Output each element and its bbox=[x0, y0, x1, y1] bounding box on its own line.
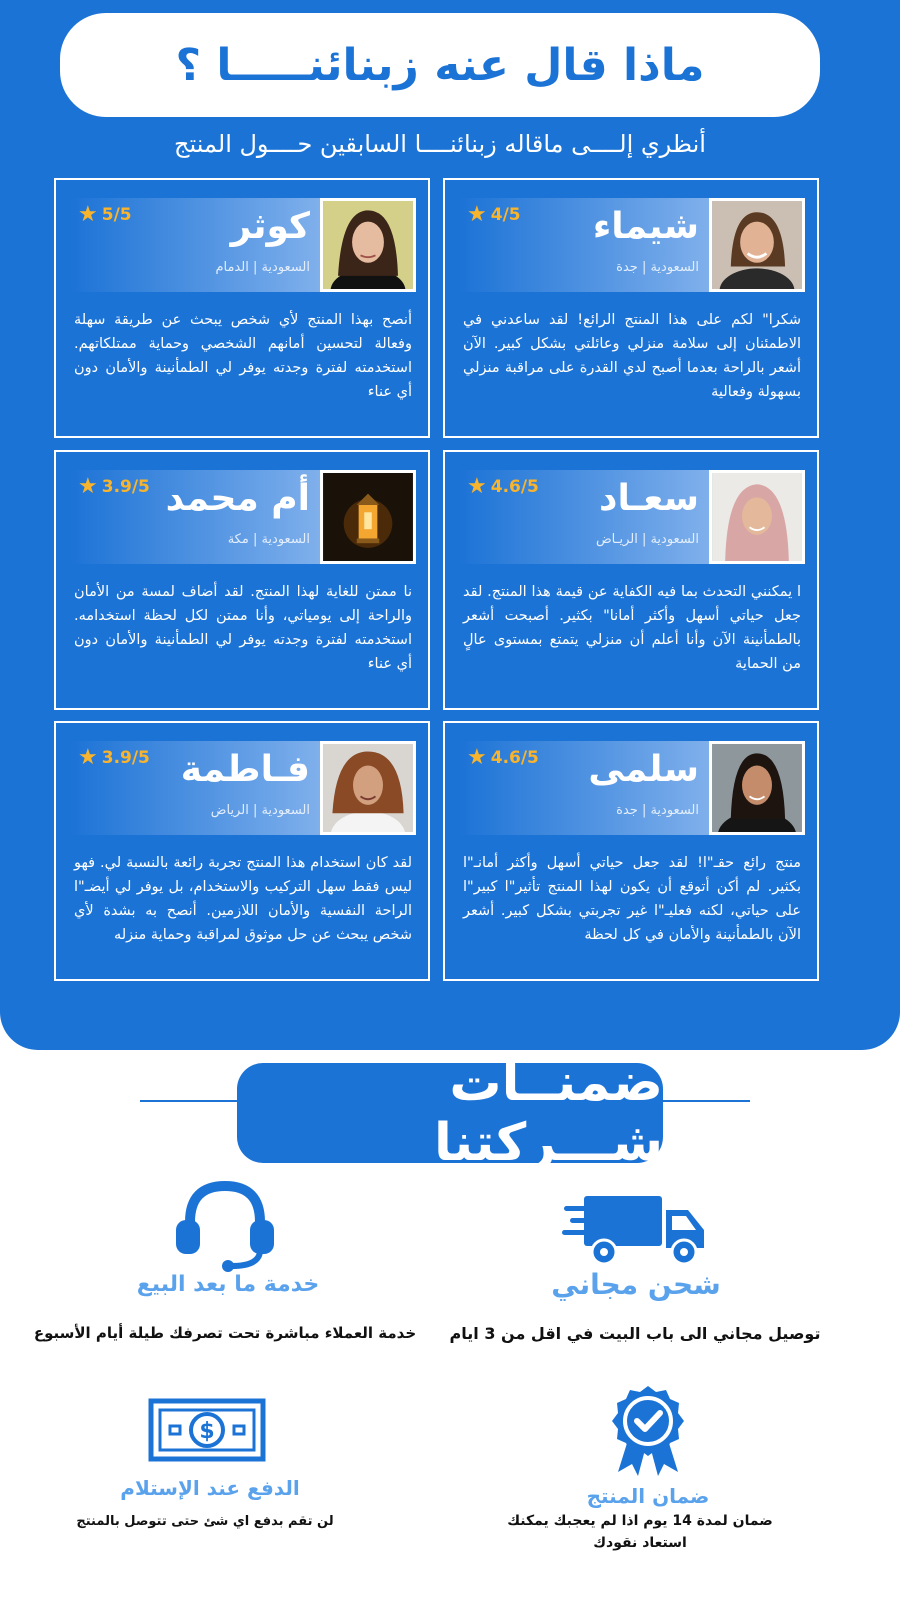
rating-value: 3.9/5 bbox=[101, 748, 150, 768]
rating-value: 5/5 bbox=[101, 205, 132, 225]
review-card bbox=[443, 721, 819, 981]
star-icon: ★ bbox=[78, 745, 98, 770]
feature-desc-warranty: ضمان لمدة 14 يوم اذا لم يعجبك يمكنك استعاد نقودك bbox=[507, 1513, 773, 1551]
review-header bbox=[70, 198, 416, 292]
review-card bbox=[54, 721, 430, 981]
review-text: ا يمكنني التحدث بما فيه الكفاية عن قيمة هذا المنتج. لقد جعل حياتي أسهل وأكثر أمانا" بكثير. أصبحت أشعر بالطمأنينة الآن وأنا أعلم أن منزلي يتمتع بمستوى عالٍ من الحماية bbox=[463, 584, 801, 672]
review-card bbox=[443, 178, 819, 438]
feature-title-shipping: شحن مجاني bbox=[551, 1268, 721, 1301]
feature-title-warranty: ضمان المنتج bbox=[586, 1484, 710, 1508]
money-icon bbox=[148, 1398, 266, 1462]
rating-value: 4.6/5 bbox=[490, 748, 539, 768]
guarantees-title-pill bbox=[237, 1053, 663, 1173]
review-text: نا ممتن للغاية لهذا المنتج. لقد أضاف لمسة من الأمان والراحة إلى يومياتي، وأنا ممتن لكل لحظة استخدامه. استخدمته لفترة وجدته يوفر لي الطمأنينة والأمان دون أي عناء bbox=[74, 584, 412, 672]
customer-name: فـاطمة bbox=[180, 749, 310, 790]
truck-icon bbox=[562, 1192, 708, 1272]
review-header bbox=[459, 470, 805, 564]
customer-photo bbox=[709, 470, 805, 564]
headset-icon bbox=[170, 1176, 280, 1272]
review-card bbox=[54, 450, 430, 710]
title-pill bbox=[60, 13, 820, 117]
customer-name: شيماء bbox=[592, 206, 699, 247]
review-header bbox=[70, 741, 416, 835]
customer-photo bbox=[709, 741, 805, 835]
svg-text:$: $ bbox=[199, 1419, 215, 1444]
feature-desc-shipping: توصيل مجاني الى باب البيت في اقل من 3 ايام bbox=[449, 1324, 821, 1343]
feature-title-after-sales: خدمة ما بعد البيع bbox=[136, 1272, 320, 1297]
star-icon: ★ bbox=[467, 474, 487, 499]
rating bbox=[78, 476, 150, 498]
customer-location: السعودية | الرياض bbox=[210, 803, 310, 818]
review-card bbox=[54, 178, 430, 438]
rating bbox=[78, 747, 150, 769]
customer-name: أم محمد bbox=[165, 478, 310, 519]
customer-photo bbox=[709, 198, 805, 292]
review-header bbox=[459, 198, 805, 292]
customer-location: السعودية | الدمام bbox=[215, 260, 310, 275]
review-card bbox=[443, 450, 819, 710]
star-icon: ★ bbox=[78, 202, 98, 227]
rating-value: 4.6/5 bbox=[490, 477, 539, 497]
customer-location: السعودية | الريـاض bbox=[595, 532, 699, 547]
feature-desc-after-sales: خدمة العملاء مباشرة تحت تصرفك طيلة أيام الأسبوع bbox=[33, 1324, 417, 1342]
review-header bbox=[459, 741, 805, 835]
star-icon: ★ bbox=[467, 202, 487, 227]
star-icon: ★ bbox=[467, 745, 487, 770]
customer-name: كوثر bbox=[230, 206, 310, 247]
rating bbox=[78, 204, 132, 226]
feature-desc-cod: لن تقم بدفع اي شئ حتى تتوصل بالمنتج bbox=[76, 1514, 334, 1529]
review-header bbox=[70, 470, 416, 564]
review-text: شكرا" لكم على هذا المنتج الرائع! لقد ساعدني في الاطمئنان إلى سلامة منزلي وعائلتي بشكل كبير. الآن أشعر بالراحة بعدما أصبح لدي القدرة على مراقبة منزلي بسهولة وفعالية bbox=[463, 312, 801, 400]
rating bbox=[467, 204, 521, 226]
page-subtitle: أنظري إلــــى ماقاله زبنائنــــا السابقين حــــول المنتج bbox=[174, 130, 706, 158]
badge-check-icon bbox=[606, 1384, 690, 1476]
rating bbox=[467, 476, 539, 498]
rating-value: 4/5 bbox=[490, 205, 521, 225]
star-icon: ★ bbox=[78, 474, 98, 499]
feature-title-cod: الدفع عند الإستلام bbox=[120, 1476, 300, 1500]
customer-photo bbox=[320, 198, 416, 292]
lantern-photo bbox=[320, 470, 416, 564]
customer-name: سعـاد bbox=[598, 478, 699, 519]
guarantees-title: ضمنــات شـــركتنا bbox=[433, 1053, 663, 1173]
review-text: منتج رائع حقـ"ا! لقد جعل حياتي أسهل وأكثر أمانـ"ا بكثير. لم أكن أتوقع أن يكون لهذا المنتج تأثير"ا كبير"ا على حياتي، لكنه فعليـ"ا غير تجربتي بشكل كبير. أشعر الآن بالطمأنينة والأمان في كل لحظة bbox=[463, 855, 801, 943]
page-title: ماذا قال عنه زبنائنـــــا ؟ bbox=[175, 39, 705, 91]
customer-name: سلمى bbox=[588, 749, 699, 790]
rating bbox=[467, 747, 539, 769]
rating-value: 3.9/5 bbox=[101, 477, 150, 497]
customer-location: السعودية | مكة bbox=[227, 532, 310, 547]
review-text: لقد كان استخدام هذا المنتج تجربة رائعة بالنسبة لي. فهو ليس فقط سهل التركيب والاستخدام، بل يوفر لي أيضـ"ا الراحة النفسية والأمان اللازمين. أنصح به بشدة لأي شخص يبحث عن حل موثوق لمراقبة وحماية منزله bbox=[74, 855, 412, 943]
review-text: أنصح بهذا المنتج لأي شخص يبحث عن طريقة سهلة وفعالة لتحسين أمانهم الشخصي وحماية ممتلكاتهم. استخدمته لفترة وجدته يوفر لي الطمأنينة والأمان دون أي عناء bbox=[74, 312, 412, 400]
customer-location: السعودية | جدة bbox=[616, 803, 699, 818]
customer-photo bbox=[320, 741, 416, 835]
customer-location: السعودية | جدة bbox=[616, 260, 699, 275]
